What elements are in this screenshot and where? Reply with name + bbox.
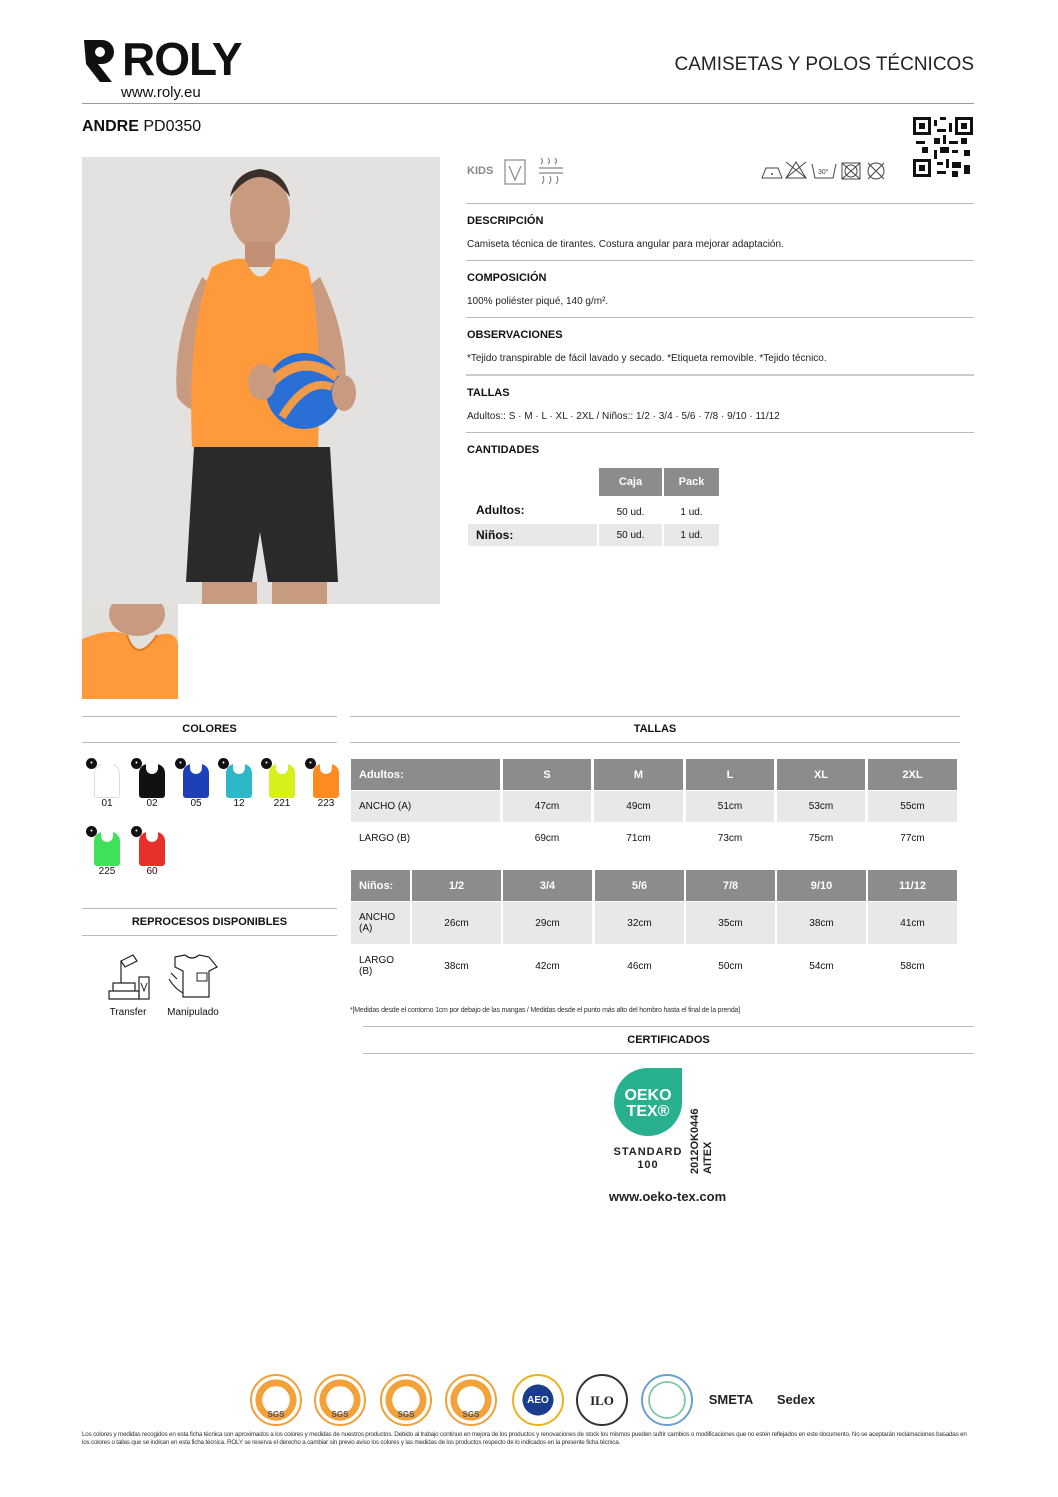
tank-top-icon bbox=[139, 764, 165, 798]
color-swatch[interactable] bbox=[177, 760, 215, 800]
certification-logo bbox=[641, 1374, 693, 1426]
knife-cut-icon bbox=[503, 156, 527, 186]
descripcion-text: Camiseta técnica de tirantes. Costura angular para mejorar adaptación. bbox=[467, 239, 784, 250]
size-cell: 35cm bbox=[686, 902, 775, 944]
color-swatch[interactable] bbox=[307, 760, 345, 800]
cantidades-row-label: Adultos: bbox=[476, 503, 525, 517]
size-cell: LARGO (B) bbox=[359, 955, 395, 977]
product-detail-photo bbox=[82, 604, 178, 699]
certification-logo bbox=[314, 1374, 366, 1426]
size-cell: 51cm bbox=[686, 791, 774, 822]
color-code: 05 bbox=[190, 798, 202, 809]
tank-top-icon bbox=[94, 764, 120, 798]
color-tag-icon: • bbox=[86, 758, 97, 769]
size-cell: 54cm bbox=[809, 960, 834, 972]
size-cell: 77cm bbox=[900, 833, 925, 844]
brand-name: ROLY bbox=[122, 33, 242, 85]
size-cell: 69cm bbox=[534, 833, 560, 844]
oeko-tex-url[interactable]: www.oeko-tex.com bbox=[608, 1189, 727, 1204]
size-cell: 75cm bbox=[808, 833, 834, 844]
tank-top-icon bbox=[94, 832, 120, 866]
oeko-line1: OEKO bbox=[624, 1087, 672, 1104]
color-code: 60 bbox=[146, 866, 158, 877]
certification-logo-label: Sedex bbox=[776, 1392, 816, 1407]
color-swatch[interactable] bbox=[88, 828, 126, 868]
certification-logo-label: SGS bbox=[331, 1410, 349, 1419]
oeko-aitex: AITEX bbox=[702, 1141, 714, 1174]
certification-logo-label: ILO bbox=[590, 1393, 614, 1408]
color-tag-icon: • bbox=[175, 758, 186, 769]
size-cell: 42cm bbox=[535, 960, 560, 972]
size-cell: 41cm bbox=[868, 902, 957, 944]
color-tag-icon: • bbox=[131, 826, 142, 837]
color-swatch[interactable] bbox=[263, 760, 301, 800]
cantidades-header-pack: Pack bbox=[664, 468, 719, 496]
color-code: 225 bbox=[98, 866, 116, 877]
reproceso-label: Manipulado bbox=[167, 1007, 219, 1018]
color-code: 12 bbox=[233, 798, 245, 809]
size-cell: 46cm bbox=[627, 960, 652, 972]
certification-logo-label: SGS bbox=[462, 1410, 480, 1419]
product-title bbox=[82, 118, 201, 136]
oeko-standard: STANDARD bbox=[613, 1146, 683, 1158]
color-code: 01 bbox=[101, 798, 113, 809]
size-cell: 58cm bbox=[900, 960, 925, 972]
color-code: 02 bbox=[146, 798, 158, 809]
descripcion-title: DESCRIPCIÓN bbox=[467, 215, 544, 227]
size-cell: S bbox=[503, 759, 591, 790]
cantidades-caja-value: 50 ud. bbox=[616, 530, 645, 541]
color-swatch[interactable] bbox=[88, 760, 126, 800]
svg-text:30°: 30° bbox=[818, 169, 829, 176]
composicion-title: COMPOSICIÓN bbox=[467, 272, 547, 284]
color-tag-icon: • bbox=[305, 758, 316, 769]
tallas-note: *[Medidas desde el contorno 1cm por debajo de las mangas / Medidas desde el punto más alto del hombro hasta el final de la prenda] bbox=[350, 1007, 740, 1014]
certification-logo bbox=[770, 1374, 822, 1426]
color-tag-icon: • bbox=[218, 758, 229, 769]
size-cell: 47cm bbox=[503, 791, 591, 822]
composicion-text: 100% poliéster piqué, 140 g/m². bbox=[467, 296, 609, 307]
certification-logo-label: SGS bbox=[397, 1410, 415, 1419]
cantidades-header-caja: Caja bbox=[599, 468, 662, 496]
size-cell: 38cm bbox=[444, 960, 469, 972]
transfer-press-icon bbox=[105, 953, 151, 1001]
size-cell: 9/10 bbox=[777, 870, 866, 901]
manipulado-shirt-icon bbox=[165, 953, 219, 1001]
reprocesos-title: REPROCESOS DISPONIBLES bbox=[131, 916, 288, 928]
tallas-title: TALLAS bbox=[467, 387, 510, 399]
size-cell: ANCHO (A) bbox=[351, 791, 500, 822]
size-cell: 26cm bbox=[412, 902, 501, 944]
certification-logo bbox=[380, 1374, 432, 1426]
size-cell: M bbox=[594, 759, 683, 790]
tallas-table-title: TALLAS bbox=[633, 723, 677, 735]
size-cell: 49cm bbox=[594, 791, 683, 822]
product-name: ANDRE bbox=[82, 118, 139, 135]
cantidades-caja-value: 50 ud. bbox=[616, 507, 645, 518]
tank-top-icon bbox=[313, 764, 339, 798]
color-tag-icon: • bbox=[86, 826, 97, 837]
size-cell: 50cm bbox=[718, 960, 743, 972]
size-cell: 2XL bbox=[868, 759, 957, 790]
certification-logo bbox=[445, 1374, 497, 1426]
brand-logo bbox=[82, 34, 262, 84]
cantidades-pack-value: 1 ud. bbox=[680, 530, 703, 541]
certification-logo-label: AEO bbox=[527, 1395, 549, 1406]
kids-label: KIDS bbox=[467, 165, 494, 177]
size-cell: LARGO (B) bbox=[359, 833, 411, 844]
size-cell: 7/8 bbox=[686, 870, 775, 901]
size-cell: 5/6 bbox=[595, 870, 684, 901]
observaciones-title: OBSERVACIONES bbox=[467, 329, 563, 341]
color-swatch[interactable] bbox=[133, 828, 171, 868]
roly-mark-icon bbox=[82, 38, 122, 84]
certification-logo bbox=[705, 1374, 757, 1426]
tank-top-icon bbox=[183, 764, 209, 798]
tank-top-icon bbox=[269, 764, 295, 798]
size-cell: Adultos: bbox=[351, 759, 500, 790]
size-cell: XL bbox=[777, 759, 865, 790]
product-code: PD0350 bbox=[143, 118, 202, 135]
color-tag-icon: • bbox=[261, 758, 272, 769]
oeko-standard-num: 100 bbox=[637, 1159, 659, 1171]
qr-code-icon bbox=[913, 117, 973, 177]
size-cell: L bbox=[686, 759, 774, 790]
size-cell: ANCHO (A) bbox=[351, 902, 410, 944]
reproceso-label: Transfer bbox=[109, 1007, 147, 1018]
size-cell: 55cm bbox=[868, 791, 957, 822]
tank-top-icon bbox=[226, 764, 252, 798]
website-link[interactable]: www.roly.eu bbox=[121, 84, 201, 101]
size-cell: 53cm bbox=[777, 791, 865, 822]
size-cell: 71cm bbox=[626, 833, 651, 844]
fabric-breathable-icon bbox=[537, 156, 565, 186]
size-cell: 38cm bbox=[777, 902, 866, 944]
oeko-line2: TEX® bbox=[626, 1103, 670, 1120]
product-photo bbox=[82, 157, 440, 604]
certification-logo-label: SGS bbox=[267, 1410, 285, 1419]
size-cell: 73cm bbox=[717, 833, 743, 844]
size-cell: Niños: bbox=[351, 870, 410, 901]
tank-top-icon bbox=[139, 832, 165, 866]
care-symbols-icon bbox=[760, 160, 900, 182]
size-cell: 11/12 bbox=[868, 870, 957, 901]
certification-logo-label: SMETA bbox=[708, 1392, 754, 1407]
size-cell: 1/2 bbox=[412, 870, 501, 901]
cantidades-pack-value: 1 ud. bbox=[680, 507, 703, 518]
color-tag-icon: • bbox=[131, 758, 142, 769]
size-cell: 3/4 bbox=[503, 870, 592, 901]
color-swatch[interactable] bbox=[220, 760, 258, 800]
observaciones-text: *Tejido transpirable de fácil lavado y secado. *Etiqueta removible. *Tejido técnico. bbox=[467, 353, 827, 364]
certificados-title: CERTIFICADOS bbox=[627, 1034, 710, 1046]
certification-logo bbox=[250, 1374, 302, 1426]
size-cell: 29cm bbox=[503, 902, 592, 944]
colores-title: COLORES bbox=[182, 723, 237, 735]
certification-logo bbox=[576, 1374, 628, 1426]
oeko-cert-code: 2012OK0446 bbox=[689, 1108, 701, 1174]
cantidades-title: CANTIDADES bbox=[467, 444, 540, 456]
category-title: CAMISETAS Y POLOS TÉCNICOS bbox=[674, 54, 974, 75]
certification-logo bbox=[512, 1374, 564, 1426]
cantidades-row-label: Niños: bbox=[476, 528, 514, 542]
size-cell: 32cm bbox=[595, 902, 684, 944]
tallas-text: Adultos:: S · M · L · XL · 2XL / Niños:: 1/2 · 3/4 · 5/6 · 7/8 · 9/10 · 11/12 bbox=[467, 411, 780, 422]
footer-disclaimer: Los colores y medidas recogidos en esta ficha técnica son aproximados a los colores y medidas de nuestros productos. Debido al trabajo continuo en mejora de los productos y renovaciones de stock los mismos pueden sufrir cambios o modificaciones que no estén reflejados en este documento. No se aceptarán reclamaciones basadas en los colores o tallas que se indican en esta ficha técnica. ROLY se reserva el derecho a cambiar sin previo aviso los colores y las medidas de los productos respecto de lo indicados en la presente ficha técnica. bbox=[82, 1431, 967, 1446]
color-swatch[interactable] bbox=[133, 760, 171, 800]
color-code: 223 bbox=[317, 798, 335, 809]
color-code: 221 bbox=[273, 798, 291, 809]
oeko-tex-logo bbox=[605, 1066, 730, 1181]
